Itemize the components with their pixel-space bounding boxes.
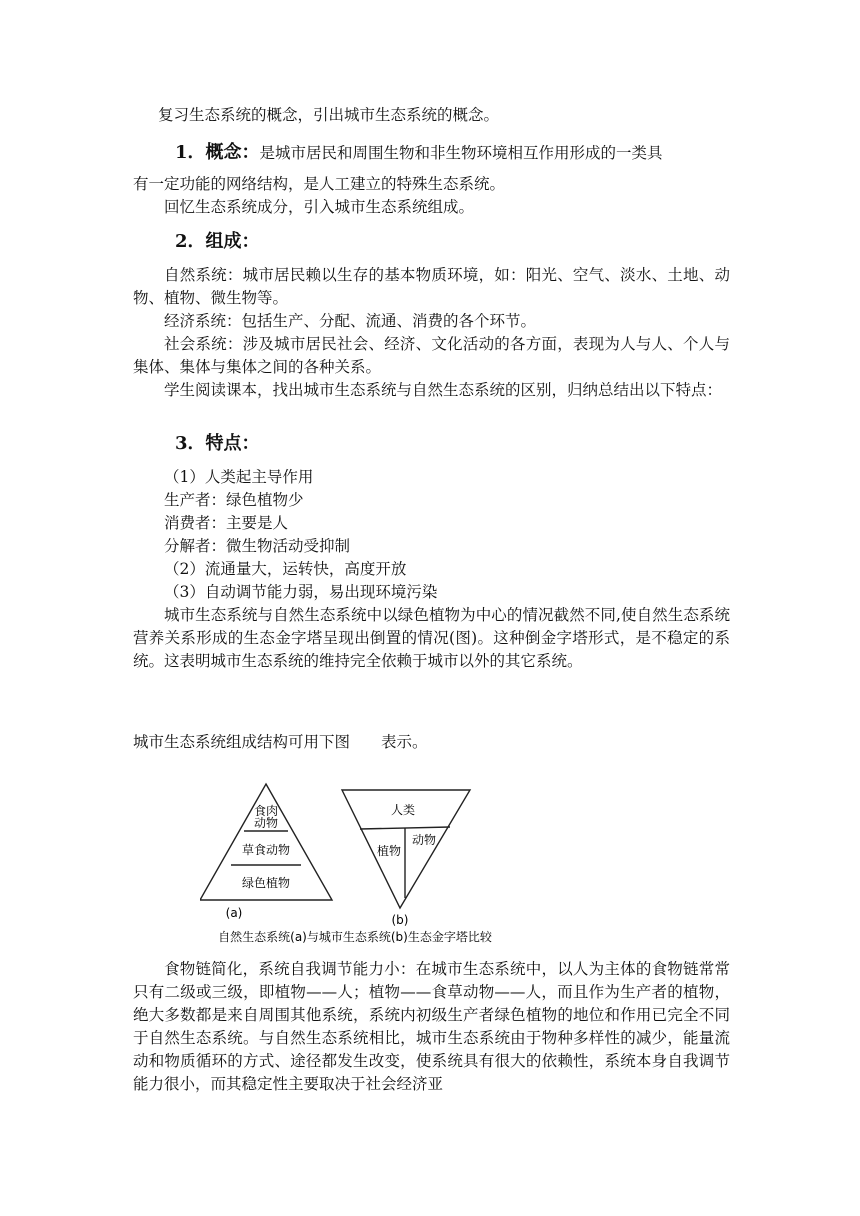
natural-system-text: 自然系统：城市居民赖以生存的基本物质环境，如：阳光、空气、淡水、土地、动物、植物、微生物等。 <box>133 266 730 307</box>
economic-system-text: 经济系统：包括生产、分配、流通、消费的各个环节。 <box>164 312 537 330</box>
pyramid-a <box>200 784 332 920</box>
pyramid-b-top-label: 人类 <box>390 803 416 817</box>
feature-item: （1）人类起主导作用 <box>164 468 314 486</box>
concept-heading-label: 1．概念： <box>175 142 260 163</box>
pyramid-a-bottom-label: 绿色植物 <box>241 876 291 890</box>
concept-heading <box>175 141 735 165</box>
concept-text-line2: 有一定功能的网络结构，是人工建立的特殊生态系统。 <box>133 175 506 193</box>
feature-item: （2）流通量大，运转快，高度开放 <box>164 560 407 578</box>
pyramid-b-letter: (b) <box>391 913 409 927</box>
pyramid-a-top-label: 食肉 <box>253 804 279 818</box>
social-system-text: 社会系统：涉及城市居民社会、经济、文化活动的各方面，表现为人与人、个人与集体、集体与集体之间的各种关系。 <box>133 335 730 376</box>
pyramid-a-letter: (a) <box>225 906 243 920</box>
feature-item: （3）自动调节能力弱，易出现环境污染 <box>164 583 438 601</box>
structure-text: 城市生态系统组成结构可用下图 表示。 <box>133 733 428 751</box>
feature-item: 消费者：主要是人 <box>164 514 289 532</box>
concept-text-line1: 是城市居民和周围生物和非生物环境相互作用形成的一类具 <box>259 144 663 162</box>
recall-text: 回忆生态系统成分，引入城市生态系统组成。 <box>164 198 475 216</box>
features-heading: 3．特点： <box>175 433 260 454</box>
pyramid-a-top-label-2: 动物 <box>253 816 279 830</box>
pyramid-b <box>342 790 470 927</box>
reading-task-text: 学生阅读课本，找出城市生态系统与自然生态系统的区别，归纳总结出以下特点： <box>164 381 723 399</box>
pyramid-b-right-label: 动物 <box>411 833 437 847</box>
figure-caption: 自然生态系统(a)与城市生态系统(b)生态金字塔比较 <box>218 930 492 944</box>
composition-heading: 2．组成： <box>175 231 260 252</box>
food-chain-paragraph: 食物链简化，系统自我调节能力小：在城市生态系统中，以人为主体的食物链常常只有二级或三级，即植物——人；植物——食草动物——人，而且作为生产者的植物，绝大多数都是来自周围其他系统，系统内初级生产者绿色植物的地位和作用已完全不同于自然生态系统。与自然生态系统相比，城市生态系统由于物种多样性的减少，能量流动和物质循环的方式、途径都发生改变，使系统具有很大的依赖性，系统本身自我调节能力很小，而其稳定性主要取决于社会经济亚 <box>133 960 730 1093</box>
intro-text: 复习生态系统的概念，引出城市生态系统的概念。 <box>158 106 500 124</box>
feature-item: 生产者：绿色植物少 <box>164 491 304 509</box>
pyramid-a-middle-label: 草食动物 <box>241 843 291 857</box>
pyramid-figure <box>200 780 530 950</box>
pyramid-b-left-label: 植物 <box>376 844 402 858</box>
feature-item: 分解者：微生物活动受抑制 <box>164 537 351 555</box>
features-paragraph: 城市生态系统与自然生态系统中以绿色植物为中心的情况截然不同,使自然生态系统营养关系形成的生态金字塔呈现出倒置的情况(图)。这种倒金字塔形式，是不稳定的系统。这表明城市生态系统的维持完全依赖于城市以外的其它系统。 <box>133 606 730 670</box>
